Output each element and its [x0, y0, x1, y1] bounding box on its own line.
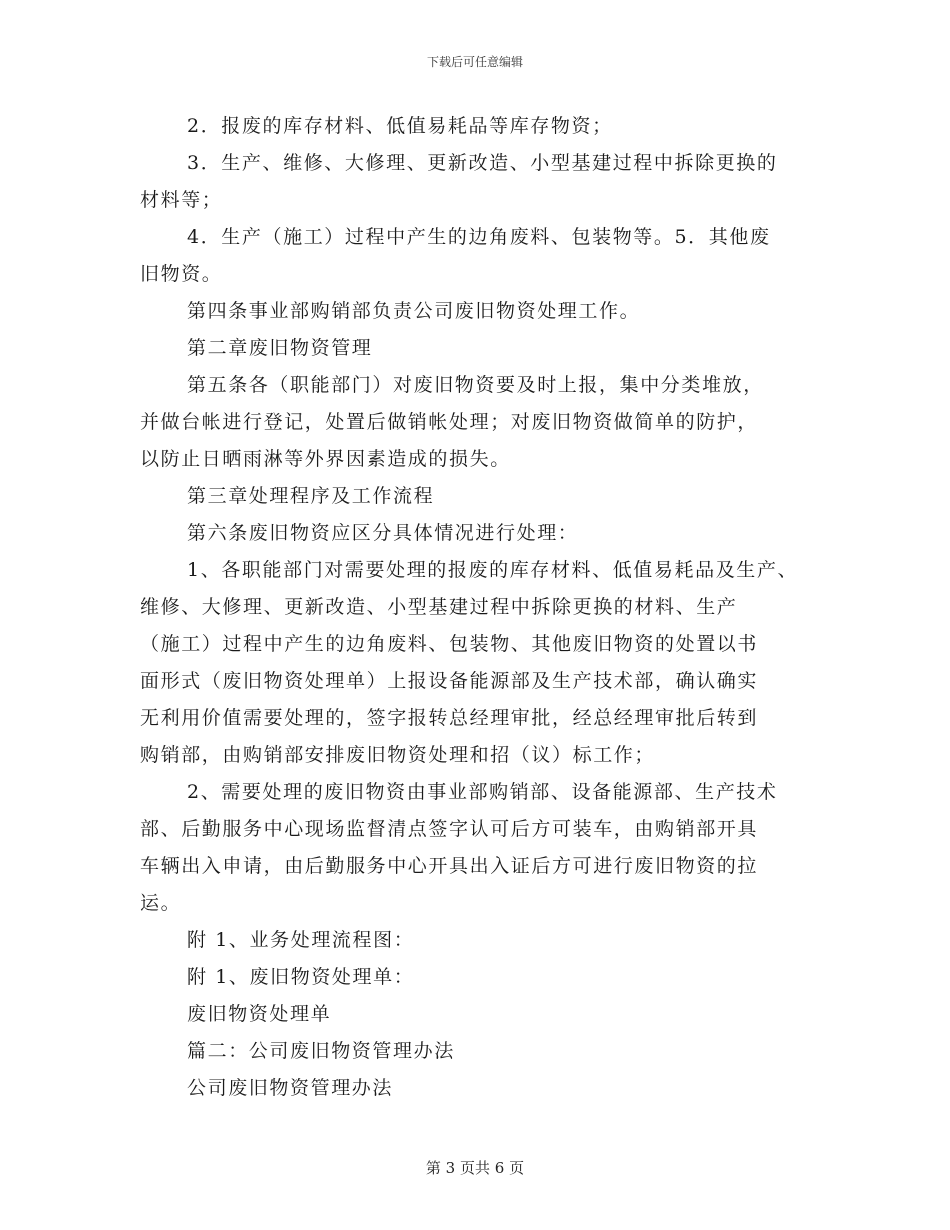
document-body: [140, 108, 820, 1107]
section-title: 篇二：公司废旧物资管理办法: [187, 1040, 455, 1062]
text-line: 材料等；: [140, 189, 223, 211]
text-line: 2、需要处理的废旧物资由事业部购销部、设备能源部、生产技术: [187, 781, 778, 803]
chapter-heading: 第三章处理程序及工作流程: [187, 485, 435, 507]
text-line: 购销部，由购销部安排废旧物资处理和招（议）标工作；: [140, 744, 656, 766]
text-line: 车辆出入申请，由后勤服务中心开具出入证后方可进行废旧物资的拉: [140, 855, 759, 877]
chapter-heading: 第二章废旧物资管理: [187, 337, 373, 359]
section-title: 废旧物资处理单: [187, 1003, 332, 1025]
section-title: 公司废旧物资管理办法: [187, 1077, 394, 1099]
text-line: 以防止日晒雨淋等外界因素造成的损失。: [140, 448, 511, 470]
appendix-line: 附 1、业务处理流程图：: [187, 929, 415, 951]
text-line: （施工）过程中产生的边角废料、包装物、其他废旧物资的处置以书: [140, 633, 759, 655]
text-line: 第四条事业部购销部负责公司废旧物资处理工作。: [187, 300, 641, 322]
text-line: 4．生产（施工）过程中产生的边角废料、包装物等。5．其他废: [187, 226, 771, 248]
text-line: 并做台帐进行登记，处置后做销帐处理；对废旧物资做简单的防护，: [140, 411, 759, 433]
text-line: 第六条废旧物资应区分具体情况进行处理：: [187, 522, 579, 544]
text-line: 运。: [140, 892, 182, 914]
text-line: 无利用价值需要处理的，签字报转总经理审批，经总经理审批后转到: [140, 707, 759, 729]
text-line: 第五条各（职能部门）对废旧物资要及时上报，集中分类堆放，: [187, 374, 764, 396]
text-line: 2．报废的库存材料、低值易耗品等库存物资；: [187, 115, 613, 137]
text-line: 1、各职能部门对需要处理的报废的库存材料、低值易耗品及生产、: [187, 559, 799, 581]
text-line: 3．生产、维修、大修理、更新改造、小型基建过程中拆除更换的: [187, 152, 778, 174]
text-line: 维修、大修理、更新改造、小型基建过程中拆除更换的材料、生产: [140, 596, 738, 618]
appendix-line: 附 1、废旧物资处理单：: [187, 966, 415, 988]
text-line: 面形式（废旧物资处理单）上报设备能源部及生产技术部，确认确实: [140, 670, 759, 692]
text-line: 部、后勤服务中心现场监督清点签字认可后方可装车，由购销部开具: [140, 818, 759, 840]
page-header: 下载后可任意编辑: [426, 55, 523, 69]
text-line: 旧物资。: [140, 263, 223, 285]
page-number: 第 3 页共 6 页: [425, 1159, 525, 1177]
